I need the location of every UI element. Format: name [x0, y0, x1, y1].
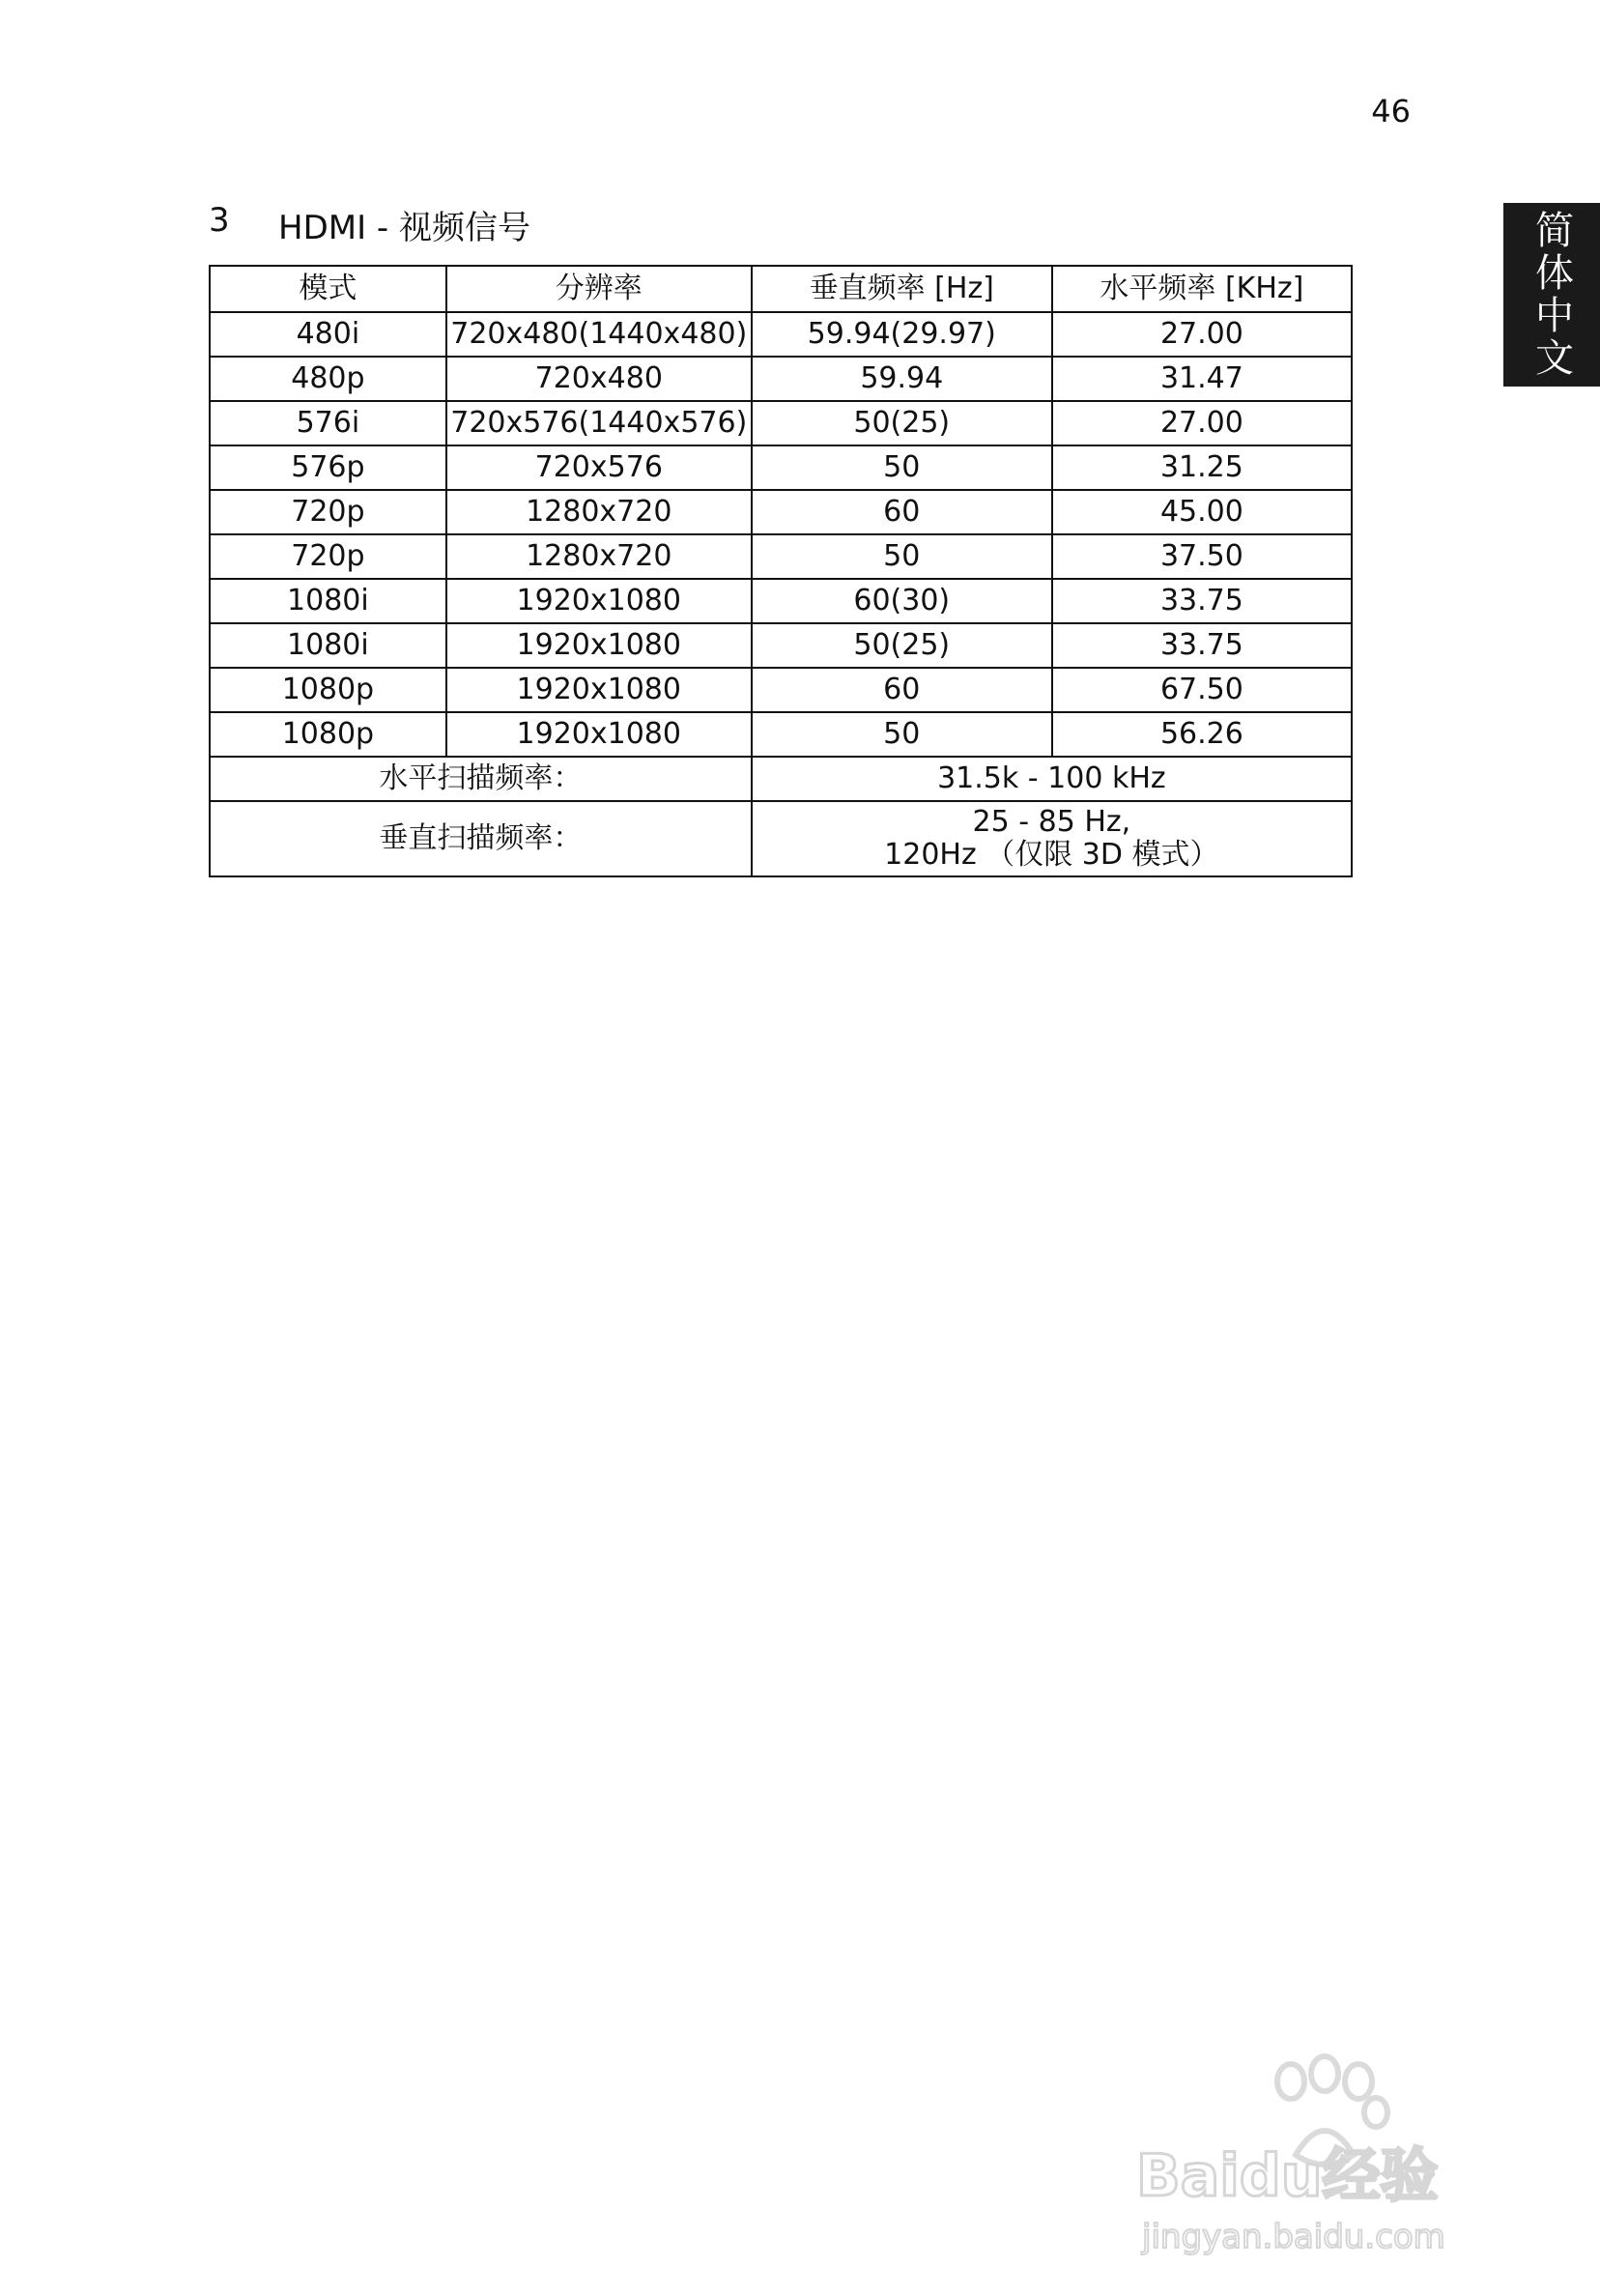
cell-vertical-frequency: 60 — [752, 490, 1052, 534]
cell-mode: 1080p — [210, 712, 446, 757]
cell-vertical-frequency: 50(25) — [752, 401, 1052, 445]
cell-resolution: 720x480 — [446, 357, 752, 401]
page-number: 46 — [1371, 93, 1411, 129]
section-title: HDMI - 视频信号 — [278, 209, 530, 247]
header-resolution: 分辨率 — [446, 266, 752, 312]
table-row — [210, 534, 1352, 579]
vscan-value — [752, 801, 1352, 876]
cell-vertical-frequency: 60 — [752, 668, 1052, 712]
cell-resolution: 1920x1080 — [446, 668, 752, 712]
header-horizontal-frequency: 水平频率 [KHz] — [1052, 266, 1352, 312]
cell-resolution: 720x576(1440x576) — [446, 401, 752, 445]
baidu-jingyan-watermark — [1127, 2049, 1503, 2261]
table-row — [210, 357, 1352, 401]
cell-horizontal-frequency: 67.50 — [1052, 668, 1352, 712]
language-side-tab-label: 简体中文 — [1529, 210, 1574, 380]
header-mode: 模式 — [210, 266, 446, 312]
cell-mode: 480i — [210, 312, 446, 357]
watermark-brand: Baidu经验 — [1136, 2142, 1439, 2210]
cell-horizontal-frequency: 27.00 — [1052, 401, 1352, 445]
cell-horizontal-frequency: 31.47 — [1052, 357, 1352, 401]
cell-vertical-frequency: 50 — [752, 445, 1052, 490]
cell-resolution: 720x576 — [446, 445, 752, 490]
cell-horizontal-frequency: 27.00 — [1052, 312, 1352, 357]
cell-vertical-frequency: 50 — [752, 534, 1052, 579]
table-row — [210, 623, 1352, 668]
cell-horizontal-frequency: 56.26 — [1052, 712, 1352, 757]
cell-resolution: 1920x1080 — [446, 712, 752, 757]
cell-vertical-frequency: 60(30) — [752, 579, 1052, 623]
hscan-row — [210, 757, 1352, 801]
cell-mode: 576p — [210, 445, 446, 490]
table-header-row — [210, 266, 1352, 312]
cell-mode: 1080i — [210, 623, 446, 668]
cell-mode: 720p — [210, 534, 446, 579]
hscan-label: 水平扫描频率： — [210, 757, 752, 801]
vscan-value-line2: 120Hz （仅限 3D 模式） — [884, 838, 1219, 872]
cell-mode: 1080p — [210, 668, 446, 712]
cell-horizontal-frequency: 33.75 — [1052, 579, 1352, 623]
cell-vertical-frequency: 50 — [752, 712, 1052, 757]
cell-resolution: 1920x1080 — [446, 623, 752, 668]
cell-mode: 480p — [210, 357, 446, 401]
cell-mode: 720p — [210, 490, 446, 534]
section-heading — [209, 201, 530, 248]
header-vertical-frequency: 垂直频率 [Hz] — [752, 266, 1052, 312]
vscan-label: 垂直扫描频率： — [210, 801, 752, 876]
cell-horizontal-frequency: 45.00 — [1052, 490, 1352, 534]
cell-vertical-frequency: 50(25) — [752, 623, 1052, 668]
cell-mode: 1080i — [210, 579, 446, 623]
cell-vertical-frequency: 59.94 — [752, 357, 1052, 401]
table-row — [210, 712, 1352, 757]
vscan-row — [210, 801, 1352, 876]
cell-horizontal-frequency: 31.25 — [1052, 445, 1352, 490]
cell-resolution: 1280x720 — [446, 490, 752, 534]
table-row — [210, 579, 1352, 623]
vscan-value-line1: 25 - 85 Hz, — [972, 804, 1131, 839]
cell-resolution: 1280x720 — [446, 534, 752, 579]
table-row — [210, 445, 1352, 490]
cell-resolution: 720x480(1440x480) — [446, 312, 752, 357]
cell-horizontal-frequency: 33.75 — [1052, 623, 1352, 668]
cell-resolution: 1920x1080 — [446, 579, 752, 623]
hdmi-video-signal-table — [209, 265, 1353, 877]
section-number: 3 — [209, 201, 230, 240]
table-row — [210, 401, 1352, 445]
watermark-url: jingyan.baidu.com — [1142, 2218, 1445, 2256]
table-row — [210, 668, 1352, 712]
cell-horizontal-frequency: 37.50 — [1052, 534, 1352, 579]
language-side-tab — [1503, 203, 1600, 387]
cell-mode: 576i — [210, 401, 446, 445]
hscan-value: 31.5k - 100 kHz — [752, 757, 1352, 801]
table-row — [210, 312, 1352, 357]
cell-vertical-frequency: 59.94(29.97) — [752, 312, 1052, 357]
table-row — [210, 490, 1352, 534]
